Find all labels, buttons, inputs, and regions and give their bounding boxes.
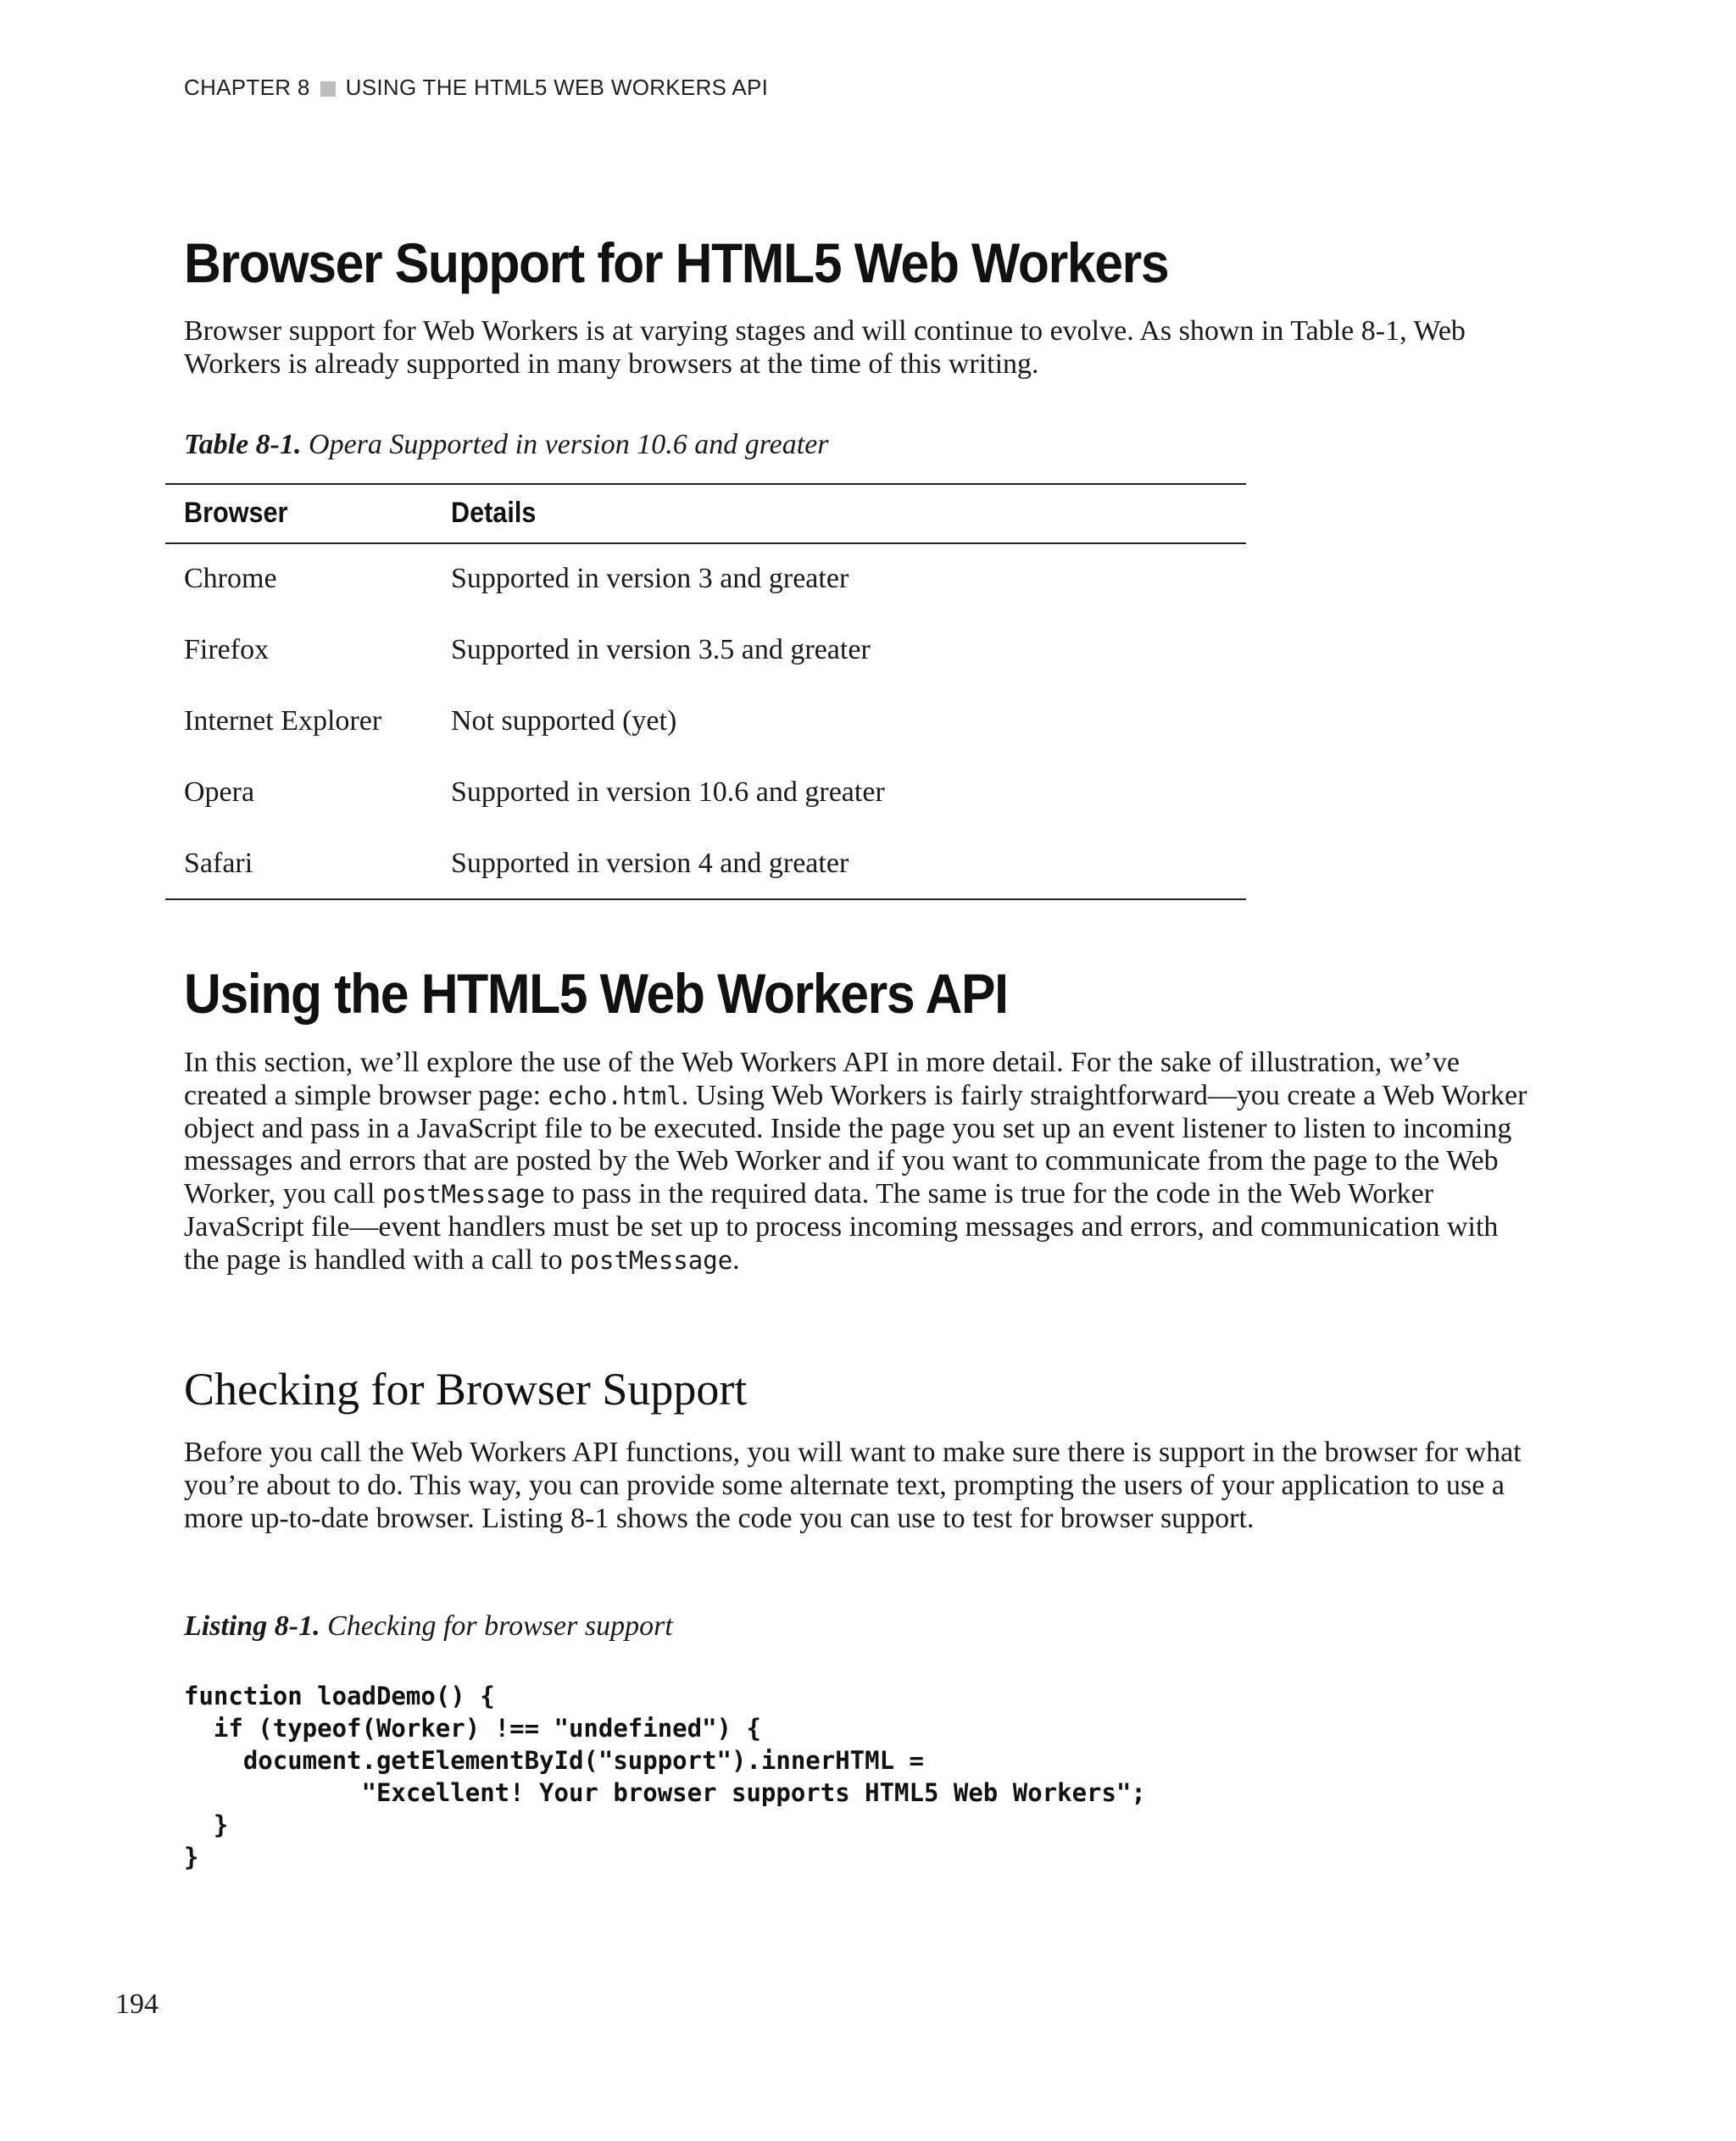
table-cell-details: Supported in version 4 and greater (451, 848, 849, 879)
section-intro-paragraph: Browser support for Web Workers is at varying stages and will continue to evolve. As shown in Table 8-1, Web Workers is already supported in many browsers at the time of this writing. (184, 315, 1466, 380)
code-listing: function loadDemo() { if (typeof(Worker) !== "undefined") { document.getElementById("support").innerHTML = "Excellent! Your browser supports HTML5 Web Workers"; } } (184, 1682, 1146, 1871)
inline-code-echo-html: echo.html (548, 1081, 682, 1110)
subsection-heading-checking-support: Checking for Browser Support (184, 1364, 748, 1415)
separator-square-icon (320, 81, 336, 97)
api-overview-paragraph (184, 1047, 1540, 1277)
api-overview-text-1: In this section, we’ll explore the use of the Web Workers API in more detail. For the sake of illustration, we’ve created a simple browser page: (184, 1047, 1460, 1111)
table-cell-browser: Chrome (184, 563, 277, 594)
table-cell-browser: Internet Explorer (184, 705, 382, 737)
running-head-chapter: CHAPTER 8 (184, 75, 310, 100)
checking-support-paragraph: Before you call the Web Workers API functions, you will want to make sure there is support in the browser for what you’re about to do. This way, you can provide some alternate text, prompting the users of your application to use a more up-to-date browser. Listing 8-1 shows the code you can use to test for browser support. (184, 1437, 1522, 1534)
table-header-browser: Browser (184, 497, 288, 529)
table-cell-browser: Opera (184, 776, 255, 808)
table-cell-browser: Safari (184, 848, 253, 879)
table-caption-text: Opera Supported in version 10.6 and greater (301, 429, 829, 460)
listing-caption (184, 1610, 673, 1643)
listing-caption-text: Checking for browser support (320, 1610, 673, 1642)
table-cell-details: Supported in version 10.6 and greater (451, 776, 885, 808)
api-overview-text-2: . Using Web Workers is fairly straightforward—you create a Web Worker object and pass in a JavaScript file to be executed. Inside the page you set up an event listener to listen to incoming messages and errors that are posted by the Web Worker and if you want to communicate from the page to the Web Worker, you call (184, 1079, 1527, 1210)
table-caption-label: Table 8-1. (184, 429, 302, 460)
page-number: 194 (115, 1988, 159, 2020)
table-cell-browser: Firefox (184, 634, 270, 665)
listing-caption-label: Listing 8-1. (184, 1610, 320, 1642)
table-caption (184, 429, 829, 461)
table-cell-details: Supported in version 3.5 and greater (451, 634, 871, 665)
running-head-title: USING THE HTML5 WEB WORKERS API (345, 75, 769, 100)
api-overview-text-4: . (732, 1243, 740, 1276)
section-heading-browser-support: Browser Support for HTML5 Web Workers (184, 231, 1169, 294)
api-overview-text-3: to pass in the required data. The same is true for the code in the Web Worker JavaScript file—event handlers must be set up to process incoming messages and errors, and communication with the page is handled with a call to (184, 1178, 1499, 1276)
section-heading-using-api: Using the HTML5 Web Workers API (184, 962, 1008, 1025)
running-head (184, 75, 768, 101)
table-header-rule (165, 542, 1246, 544)
inline-code-postmessage: postMessage (381, 1180, 545, 1210)
table-header-details: Details (451, 497, 537, 529)
inline-code-postmessage: postMessage (570, 1245, 733, 1275)
table-top-rule (165, 483, 1246, 485)
table-bottom-rule (165, 898, 1246, 900)
table-cell-details: Not supported (yet) (451, 705, 677, 737)
table-cell-details: Supported in version 3 and greater (451, 563, 849, 594)
